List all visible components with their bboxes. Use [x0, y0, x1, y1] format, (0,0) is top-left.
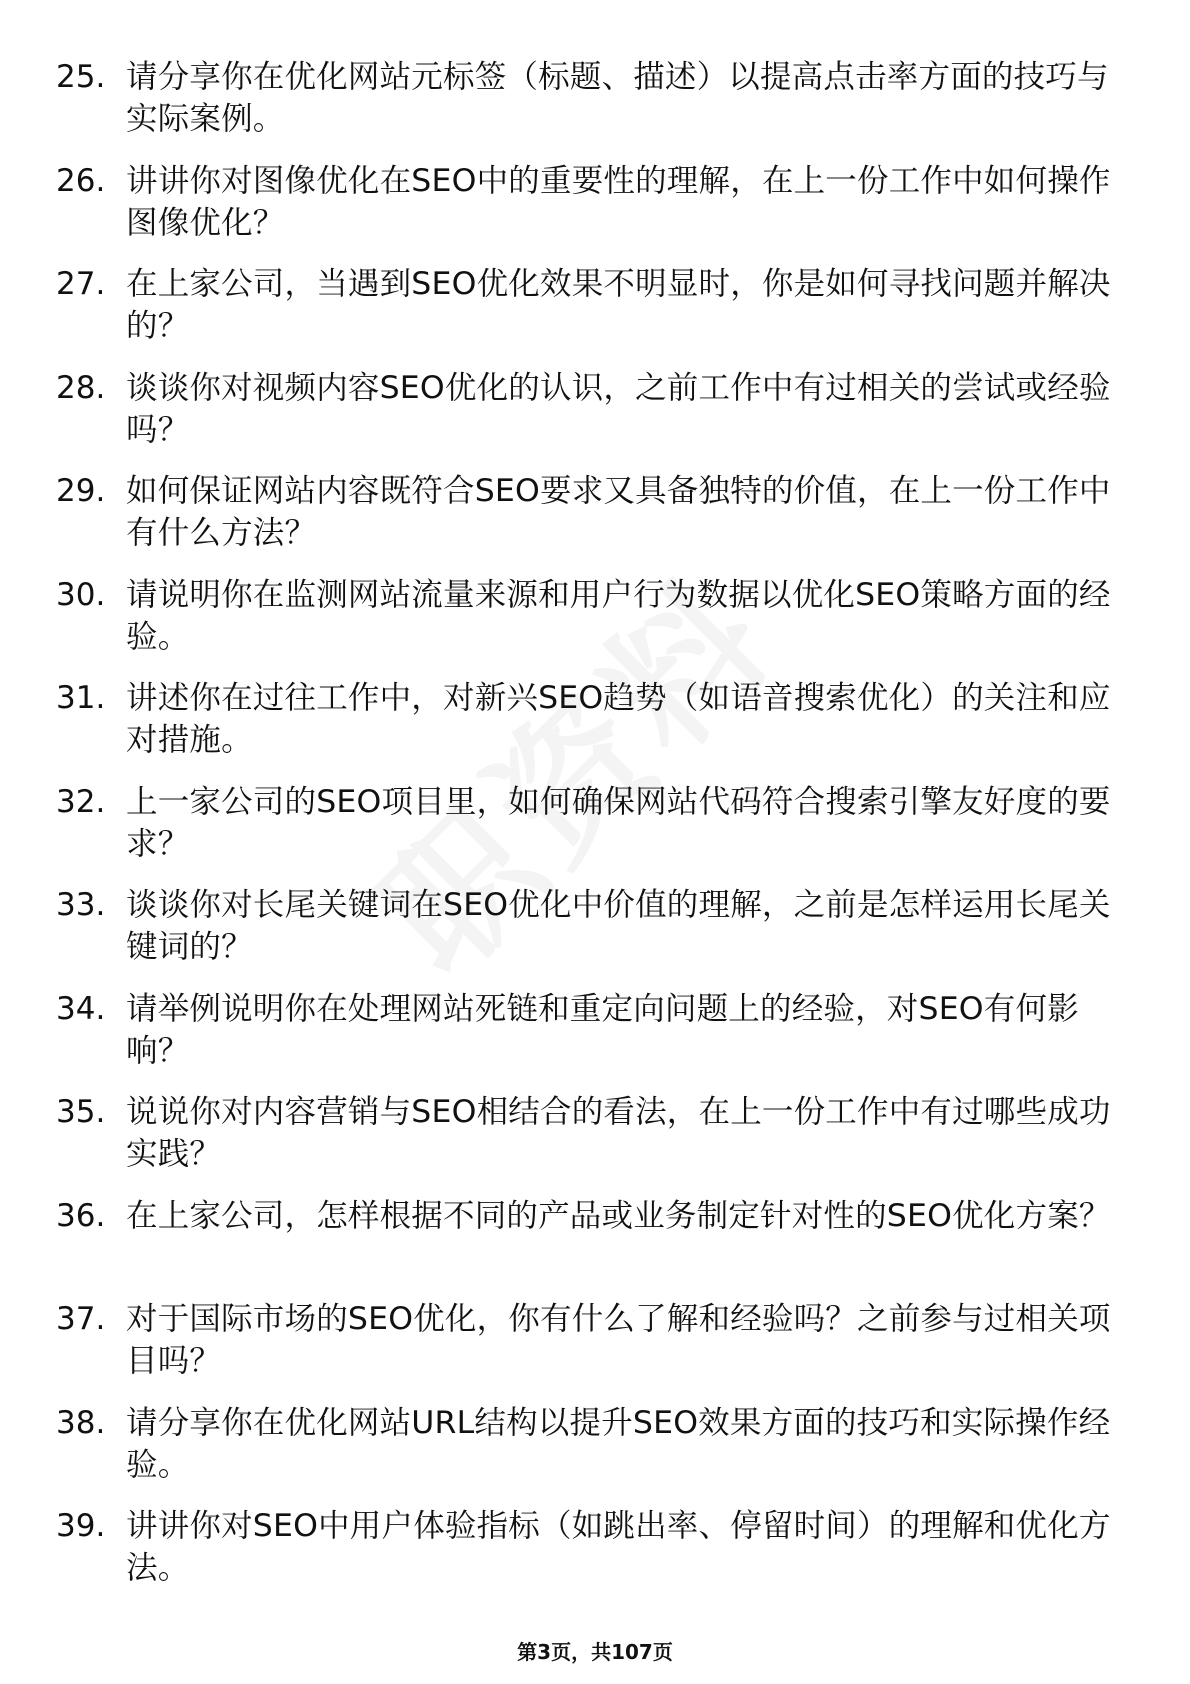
question-item-33	[0, 880, 1190, 984]
question-item-39	[0, 1501, 1190, 1605]
question-text: 对于国际市场的SEO优化，你有什么了解和经验吗？之前参与过相关项目吗？	[126, 1301, 1111, 1379]
question-number: 34.	[56, 990, 106, 1027]
question-number: 36.	[56, 1197, 106, 1234]
question-text: 请分享你在优化网站URL结构以提升SEO效果方面的技巧和实际操作经验。	[126, 1404, 1111, 1483]
question-item-26	[0, 156, 1190, 260]
question-item-38	[0, 1398, 1190, 1502]
question-text: 上一家公司的SEO项目里，如何确保网站代码符合搜索引擎友好度的要求？	[126, 783, 1111, 862]
page-footer	[0, 1636, 1190, 1665]
question-item-25	[0, 52, 1190, 156]
question-text: 请说明你在监测网站流量来源和用户行为数据以优化SEO策略方面的经验。	[126, 576, 1111, 655]
question-text: 在上家公司，当遇到SEO优化效果不明显时，你是如何寻找问题并解决的？	[126, 266, 1111, 344]
question-item-34	[0, 984, 1190, 1088]
question-number: 37.	[56, 1301, 106, 1337]
question-text: 讲述你在过往工作中，对新兴SEO趋势（如语音搜索优化）的关注和应对措施。	[126, 680, 1111, 758]
question-item-35	[0, 1087, 1190, 1191]
question-text: 请分享你在优化网站元标签（标题、描述）以提高点击率方面的技巧与实际案例。	[126, 59, 1109, 137]
page-number-label: 第3页，共107页	[517, 1640, 673, 1664]
question-text: 谈谈你对视频内容SEO优化的认识，之前工作中有过相关的尝试或经验吗？	[126, 369, 1111, 448]
question-text: 讲讲你对SEO中用户体验指标（如跳出率、停留时间）的理解和优化方法。	[126, 1508, 1111, 1586]
question-number: 33.	[56, 887, 106, 923]
question-text: 谈谈你对长尾关键词在SEO优化中价值的理解，之前是怎样运用长尾关键词的？	[126, 887, 1111, 965]
question-text: 请举例说明你在处理网站死链和重定向问题上的经验，对SEO有何影响？	[126, 990, 1079, 1069]
question-item-32	[0, 777, 1190, 881]
question-text: 如何保证网站内容既符合SEO要求又具备独特的价值，在上一份工作中有什么方法？	[126, 473, 1111, 551]
question-text: 讲讲你对图像优化在SEO中的重要性的理解，在上一份工作中如何操作图像优化？	[126, 162, 1111, 241]
question-number: 30.	[56, 576, 106, 613]
question-number: 38.	[56, 1404, 106, 1441]
question-item-31	[0, 673, 1190, 777]
question-item-29	[0, 466, 1190, 570]
question-number: 25.	[56, 59, 106, 95]
question-number: 26.	[56, 162, 106, 199]
question-number: 35.	[56, 1094, 106, 1130]
question-item-30	[0, 570, 1190, 674]
question-number: 27.	[56, 266, 106, 302]
question-text: 说说你对内容营销与SEO相结合的看法，在上一份工作中有过哪些成功实践？	[126, 1094, 1111, 1172]
question-number: 39.	[56, 1508, 106, 1544]
question-list	[0, 52, 1190, 1605]
question-item-28	[0, 363, 1190, 467]
question-text: 在上家公司，怎样根据不同的产品或业务制定针对性的SEO优化方案？	[126, 1197, 1111, 1234]
question-item-27	[0, 259, 1190, 363]
question-number: 32.	[56, 783, 106, 820]
question-item-36	[0, 1191, 1190, 1295]
question-item-37	[0, 1294, 1190, 1398]
question-number: 31.	[56, 680, 106, 716]
question-number: 28.	[56, 369, 106, 406]
question-number: 29.	[56, 473, 106, 509]
